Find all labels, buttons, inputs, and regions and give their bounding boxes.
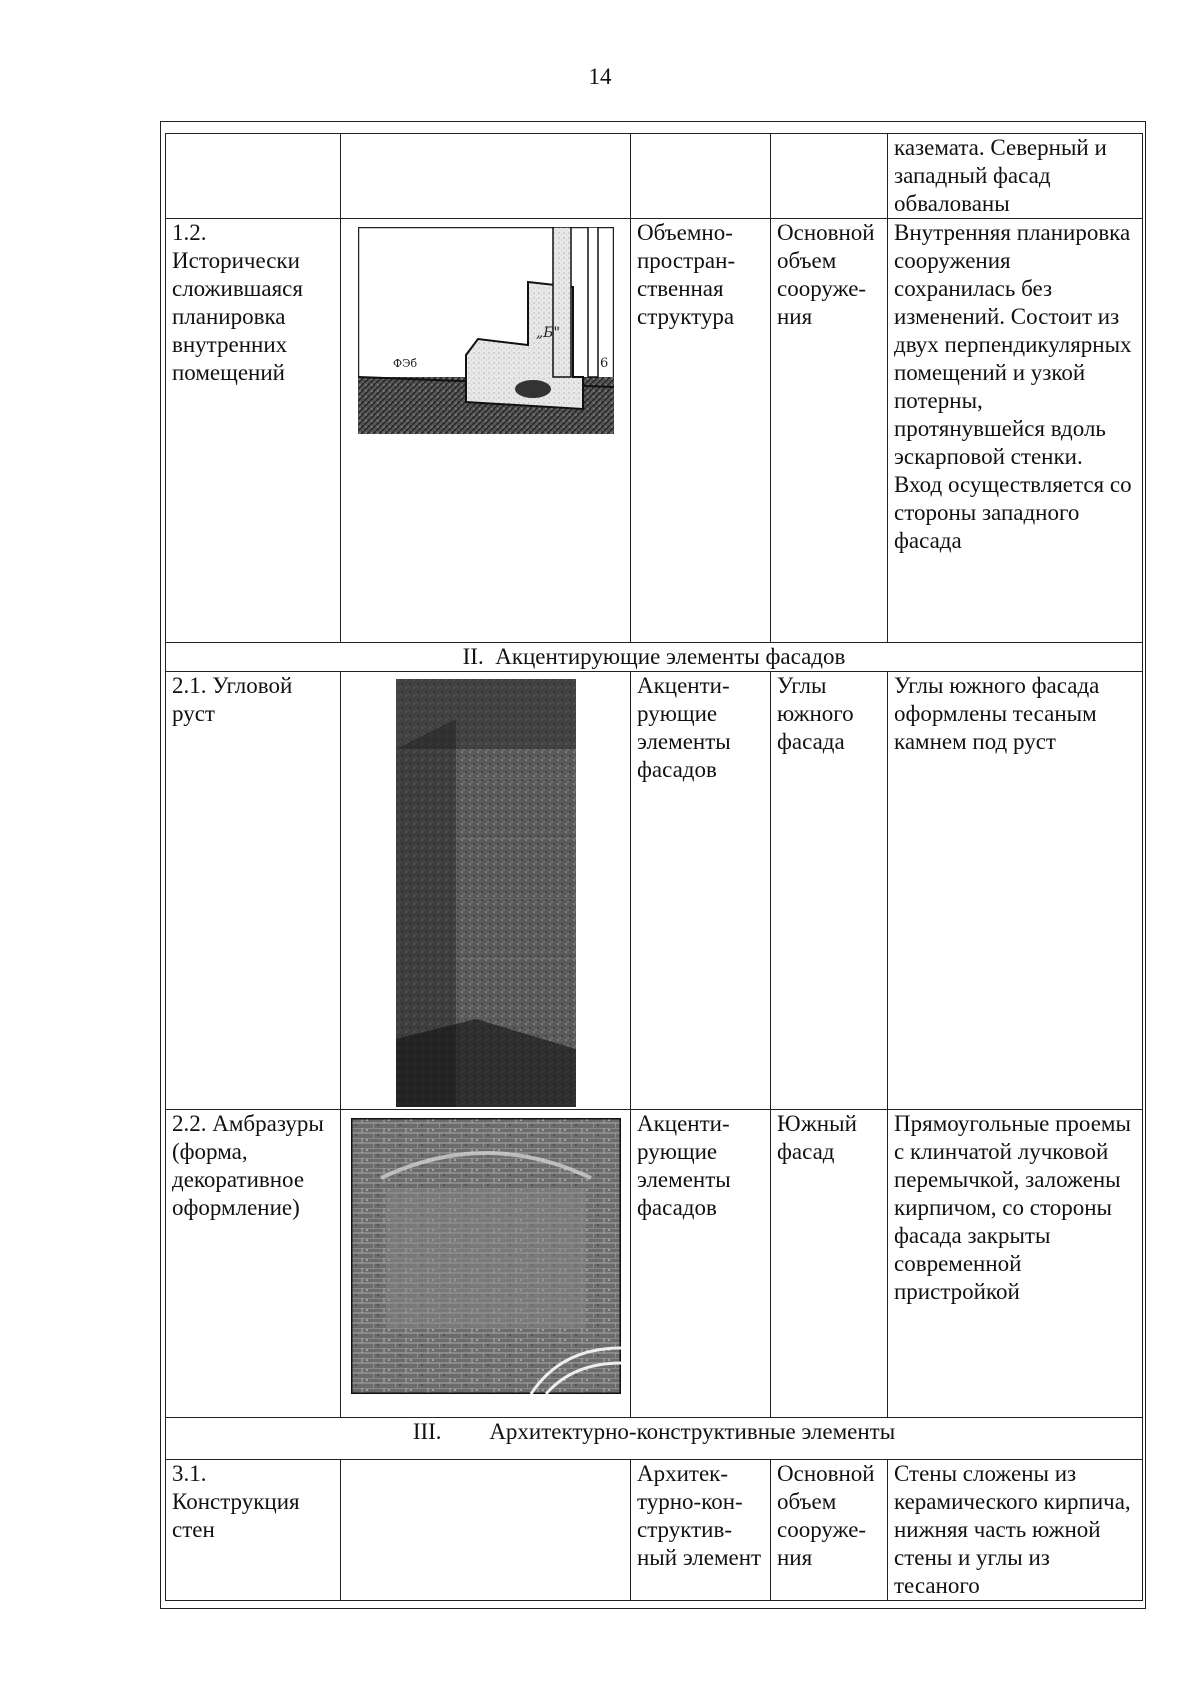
cell-location: Основной объем сооружения bbox=[771, 219, 888, 643]
section-header-row bbox=[166, 643, 1143, 672]
section-header-row bbox=[166, 1418, 1143, 1460]
drawing-label-six: 6 bbox=[599, 356, 608, 371]
floor-plan-drawing bbox=[358, 227, 614, 434]
table-row bbox=[166, 1460, 1143, 1601]
drawing-label-mark: ФЭб bbox=[392, 357, 417, 370]
cell-description: Прямоугольные проемы с клинчатой лучковой перемычкой, заложены кирпичом, со стороны фасада закрыты современной пристройкой bbox=[888, 1110, 1143, 1418]
cell-category: Акцентирующие элементы фасадов bbox=[631, 672, 771, 1110]
page-number: 14 bbox=[588, 64, 612, 89]
section-number: III. bbox=[412, 1419, 442, 1444]
section-number: II. bbox=[462, 644, 484, 669]
cell-plan-drawing bbox=[341, 219, 631, 643]
cell-item-name: 2.1. Угловой руст bbox=[166, 672, 341, 1110]
cell-photo bbox=[341, 672, 631, 1110]
cell-empty bbox=[166, 134, 341, 219]
cell-empty bbox=[341, 134, 631, 219]
cell-description: Внутренняя планировка сооружения сохранилась без изменений. Состоит из двух перпендикулярных помещений и узкой потерны, протянувшейся вдоль эскарповой стенки. Вход осуществляется со стороны западного фасада bbox=[888, 219, 1143, 643]
cell-empty bbox=[771, 134, 888, 219]
cell-empty bbox=[631, 134, 771, 219]
table-row bbox=[166, 219, 1143, 643]
section-title: Акцентирующие элементы фасадов bbox=[495, 644, 846, 669]
cell-location: Основной объем сооружения bbox=[771, 1460, 888, 1601]
cell-photo bbox=[341, 1110, 631, 1418]
cell-description: Углы южного фасада оформлены тесаным камнем под руст bbox=[888, 672, 1143, 1110]
table-row bbox=[166, 134, 1143, 219]
cell-item-name: 1.2. Исторически сложившаяся планировка внутренних помещений bbox=[166, 219, 341, 643]
section-title-accent-elements bbox=[166, 643, 1143, 672]
cell-empty bbox=[341, 1460, 631, 1601]
cell-item-name: 3.1. Конструкция стен bbox=[166, 1460, 341, 1601]
cell-location: Углы южного фасада bbox=[771, 672, 888, 1110]
drawing-label-b: „Б" bbox=[535, 325, 560, 341]
embrasure-photo bbox=[351, 1118, 621, 1394]
table-row bbox=[166, 672, 1143, 1110]
monument-elements-table bbox=[165, 133, 1143, 1601]
cell-description: Стены сложены из керамического кирпича, нижняя часть южной стены и углы из тесаного bbox=[888, 1460, 1143, 1601]
cell-category: Акцентирующие элементы фасадов bbox=[631, 1110, 771, 1418]
section-title-structural-elements bbox=[166, 1418, 1143, 1460]
table-row bbox=[166, 1110, 1143, 1418]
cell-item-name: 2.2. Амбразуры (форма, декоративное оформление) bbox=[166, 1110, 341, 1418]
cell-location: Южный фасад bbox=[771, 1110, 888, 1418]
cell-category: Архитектурно-конструктивный элемент bbox=[631, 1460, 771, 1601]
cell-description: каземата. Северный и западный фасад обвалованы bbox=[888, 134, 1143, 219]
section-title: Архитектурно-конструктивные элементы bbox=[489, 1419, 896, 1444]
cell-category: Объемно-пространственная структура bbox=[631, 219, 771, 643]
corner-rustication-photo bbox=[396, 679, 576, 1107]
